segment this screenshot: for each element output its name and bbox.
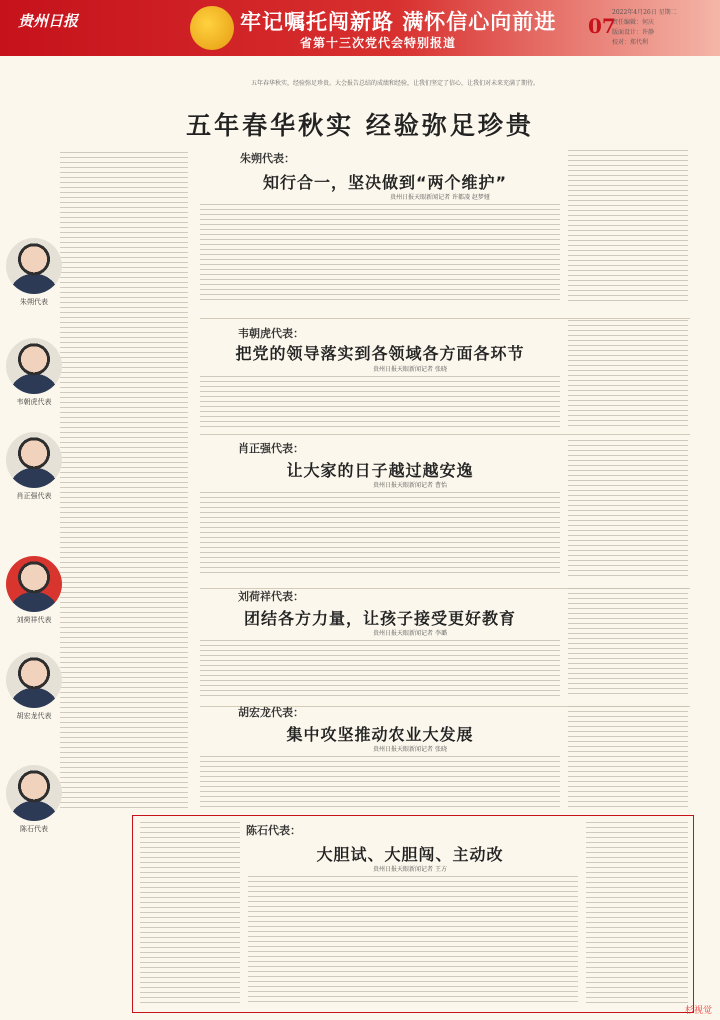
issue-meta: 2022年4月26日 星期二 责任编辑：何庆 版面设计：许静 校对：郑代利 xyxy=(612,9,677,46)
portrait-photo xyxy=(6,765,62,821)
section-byline: 贵州日报天眼新闻记者 李璐 xyxy=(373,630,447,637)
section-representative: 朱朔代表： xyxy=(240,152,295,165)
article-text xyxy=(568,588,688,698)
portrait-photo xyxy=(6,338,62,394)
article-text xyxy=(248,876,578,1006)
masthead xyxy=(0,0,720,74)
article-text xyxy=(200,204,560,304)
page-title: 五年春华秋实 经验弥足珍贵 xyxy=(186,111,534,140)
section-title: 团结各方力量，让孩子接受更好教育 xyxy=(243,609,516,628)
section-byline: 贵州日报天眼新闻记者 张晓 xyxy=(373,746,447,753)
party-emblem-icon xyxy=(190,6,234,50)
left-column-text xyxy=(60,152,188,812)
article-text xyxy=(586,822,688,1006)
section-byline: 贵州日报天眼新闻记者 曹怡 xyxy=(373,482,447,489)
article-text xyxy=(568,150,688,304)
section-title: 集中攻坚推动农业大发展 xyxy=(286,725,474,744)
article-text xyxy=(200,376,560,428)
section-byline: 贵州日报天眼新闻记者 许都凌 赵梦娅 xyxy=(390,194,490,201)
section-representative: 胡宏龙代表： xyxy=(238,706,304,719)
article-text xyxy=(568,706,688,808)
banner-subheadline: 省第十三次党代会特别报道 xyxy=(300,36,457,50)
section-byline: 贵州日报天眼新闻记者 张晓 xyxy=(373,366,447,373)
portrait-photo xyxy=(6,432,62,488)
watermark: 杉视觉 xyxy=(684,1006,712,1016)
article-text xyxy=(140,822,240,1006)
portrait-caption: 肖正强代表 xyxy=(16,492,52,500)
newspaper-logo: 贵州日报 xyxy=(18,12,79,30)
section-divider xyxy=(200,434,690,435)
portrait-caption: 陈石代表 xyxy=(20,825,48,833)
page-number: 07 xyxy=(588,14,616,38)
section-byline: 贵州日报天眼新闻记者 王方 xyxy=(373,866,447,873)
article-text xyxy=(200,756,560,808)
portrait-photo xyxy=(6,652,62,708)
portrait-caption: 刘荷祥代表 xyxy=(16,616,52,624)
section-representative: 肖正强代表： xyxy=(238,442,304,455)
portrait-caption: 胡宏龙代表 xyxy=(16,712,52,720)
section-title: 让大家的日子越过越安逸 xyxy=(286,461,474,480)
section-representative: 韦朝虎代表： xyxy=(238,327,304,340)
article-text xyxy=(568,440,688,576)
section-title: 大胆试、大胆闯、主动改 xyxy=(316,845,504,864)
article-text xyxy=(200,640,560,698)
section-title: 知行合一，坚决做到“两个维护” xyxy=(262,173,508,192)
portrait-caption: 朱朔代表 xyxy=(20,298,48,306)
left-column xyxy=(60,152,188,812)
article-text xyxy=(568,320,688,428)
section-representative: 陈石代表： xyxy=(246,824,301,837)
section-title: 把党的领导落实到各领域各方面各环节 xyxy=(235,344,525,363)
portrait-photo xyxy=(6,238,62,294)
banner-headline: 牢记嘱托闯新路 满怀信心向前进 xyxy=(240,9,557,34)
article-text xyxy=(200,492,560,576)
intro-paragraph: 五年春华秋实，经验弥足珍贵。大会报告总结的成绩和经验，让我们坚定了信心，让我们对未来充满了期待。 xyxy=(250,80,539,87)
portrait-photo xyxy=(6,556,62,612)
portrait-caption: 韦朝虎代表 xyxy=(16,398,52,406)
section-representative: 刘荷祥代表： xyxy=(238,590,304,603)
section-divider xyxy=(200,318,690,319)
